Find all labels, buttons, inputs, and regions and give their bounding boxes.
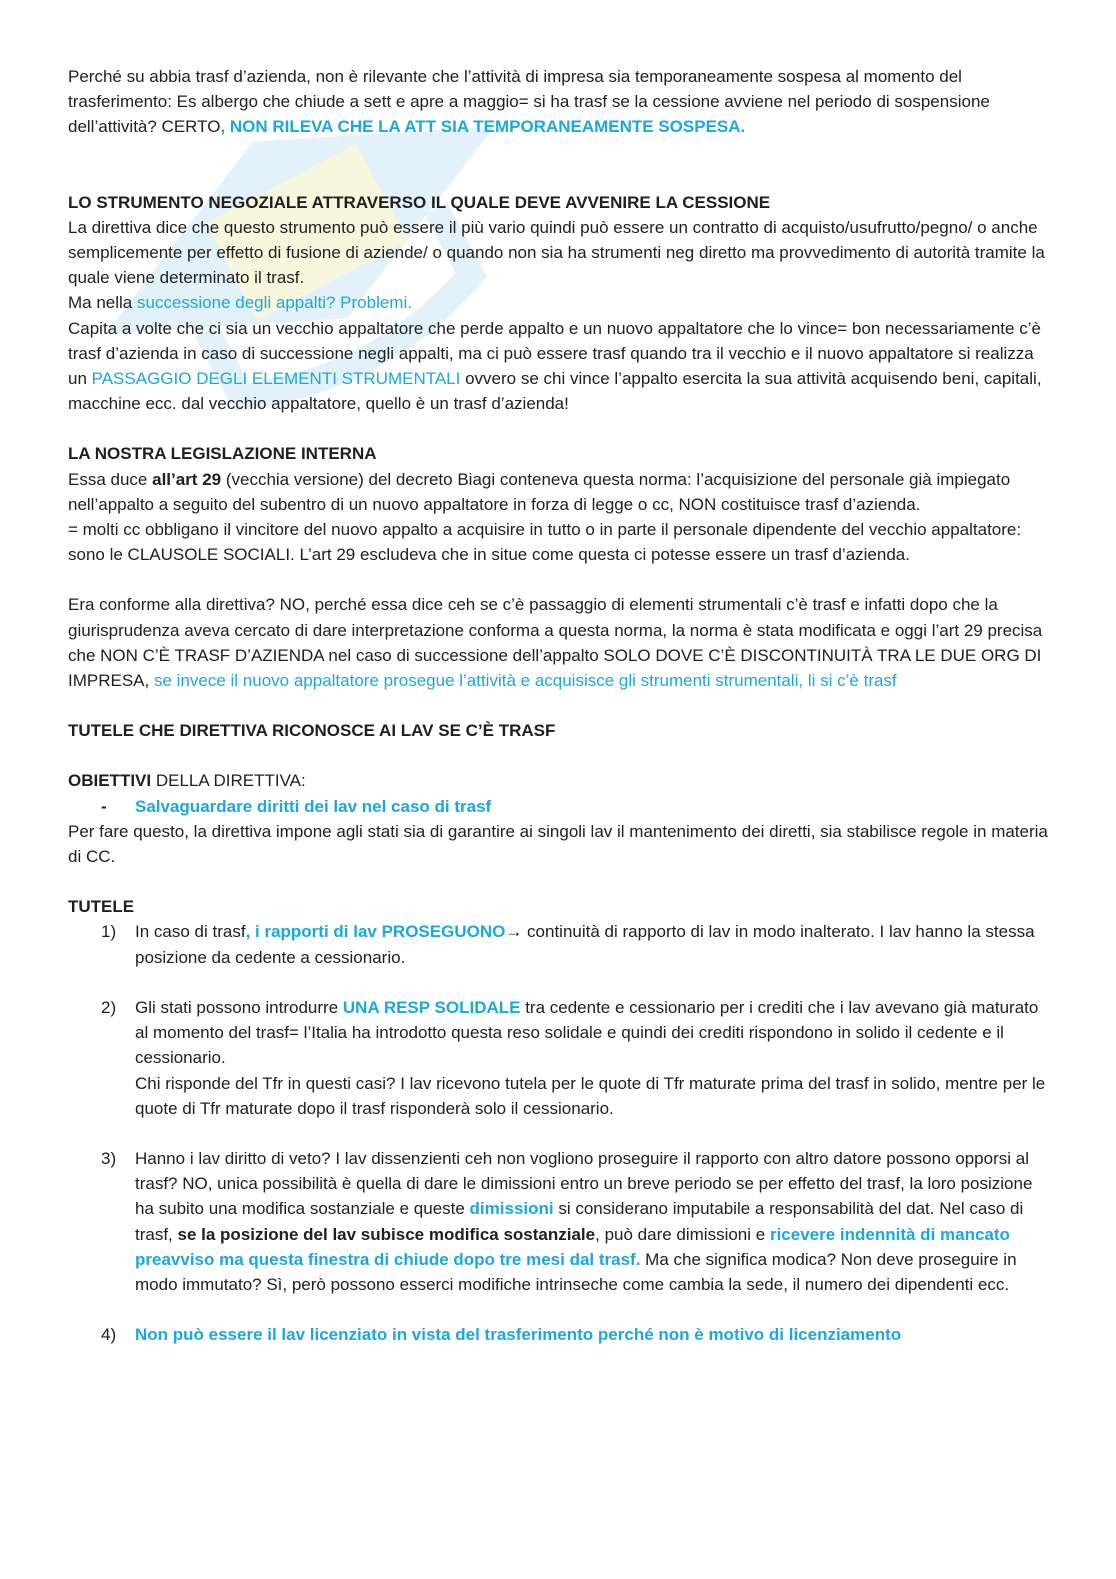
highlight-text: , NON RILEVA CHE LA ATT SIA TEMPORANEAMENTE SOSPESA. [220,117,746,137]
highlight-text: ricevere indennità di mancato preavviso ma questa finestra di chiude dopo tre mesi dal trasf. [135,1224,1010,1269]
dash-bullet: - [101,796,107,816]
spacer [68,1297,1053,1322]
text: Chi risponde del Tfr in questi casi? I lav ricevono tutela per le quote di Tfr maturate prima del trasf in solido, mentre per le quote di Tfr maturate dopo il trasf risponderà solo il cessionario. [135,1073,1046,1118]
text: (vecchia versione) del decreto Biagi conteneva questa norma: l’acquisizione del personale già impiegato nell’appalto a seguito del subentro di un nuovo appaltatore in forza di legge o cc, NON costituisce trasf d’azienda. [68,469,1011,514]
text: Essa duce [68,469,153,489]
text: , può dare dimissioni e [595,1224,770,1244]
highlight-text: Non può essere il lav licenziato in vista del trasferimento perché non è motivo di licenziamento [135,1325,902,1345]
list-number: 1) [101,922,117,942]
text: Gli stati possono introdurre [135,997,343,1017]
text: In caso di trasf [135,922,246,942]
paragraph-obiettivi: Per fare questo, la direttiva impone agli stati sia di garantire ai singoli lav il mantenimento dei diretti, sia stabilisce regole in materia di CC. [68,821,1048,867]
text: ovvero se chi vince l’appalto esercita la sua attività acquisendo beni, capitali, macchine ecc. dal vecchio appaltatore, quello è un trasf d’azienda! [68,369,1042,414]
tutele-list [68,919,1053,1347]
paragraph-appaltatore [68,316,1053,417]
text: Hanno i lav diritto di veto? I lav dissenzienti ceh non vogliono proseguire il rapporto con altro datore possono opporsi al trasf? NO, unica possibilità è quella di dare le dimissioni entro un breve periodo se per effetto del trasf, la loro posizione ha subito una modifica sostanziale e queste [135,1148,1033,1219]
heading-legislazione-interna: LA NOSTRA LEGISLAZIONE INTERNA [68,444,377,464]
list-item [68,1322,1053,1347]
heading-tutele: TUTELE [68,897,135,917]
highlight-text: dimissioni [469,1199,554,1219]
paragraph-successione [68,290,1053,315]
text: Ma che significa modica? Non deve proseguire in modo immutato? Sì, però possono esserci modifiche intrinseche come cambia la sede, il numero dei dipendenti ecc. [135,1249,1017,1294]
highlight-text: UNA RESP SOLIDALE [342,997,521,1017]
highlight-text: Salvaguardare diritti dei lav nel caso di trasf [135,796,492,816]
heading-tutele-direttiva: TUTELE CHE DIRETTIVA RICONOSCE AI LAV SE C’È TRASF [68,721,556,741]
paragraph-sospensione [68,64,1053,140]
paragraph-clausole-sociali: = molti cc obbligano il vincitore del nuovo appalto a acquisire in tutto o in parte il personale dipendente del vecchio appaltatore: sono le CLAUSOLE SOCIALI. L’art 29 escludeva che in situe come questa ci potesse essere un trasf d’azienda. [68,520,1022,565]
text: → continuità di rapporto di lav in modo inalterato. I lav hanno la stessa posizione da cedente a cessionario. [135,922,1035,967]
spacer [68,970,1053,995]
paragraph-direttiva: La direttiva dice che questo strumento può essere il più vario quindi può essere un contratto di acquisto/usufrutto/pegno/ o anche semplicemente per effetto di fusione di aziende/ o quando non sia ha strumenti neg diretto ma provvedimento di autorità tramite la quale viene determinato il trasf. [68,217,1045,288]
highlight-text: se invece il nuovo appaltatore prosegue l’attività e acquisisce gli strumenti strumentali, li si c’è trasf [153,671,897,691]
paragraph-art29 [68,467,1053,517]
document-page [68,64,1053,1347]
objectives-title [68,768,1053,793]
highlight-text: , i rapporti di lav PROSEGUONO [245,922,506,942]
list-item [68,794,1053,819]
text: si considerano imputabile a responsabilità del dat. Nel caso di trasf, [135,1199,1024,1244]
list-item [68,919,1053,969]
text: Era conforme alla direttiva? NO, perché essa dice ceh se c’è passaggio di elementi strumentali c’è trasf e infatti dopo che la giurisprudenza aveva cercato di dare interpretazione conforma a questa norma, la norma è stata modificata e oggi l’art 29 precisa che NON C’È TRASF D’AZIENDA nel caso di successione dell’appalto SOLO DOVE C’È DISCONTINUITÀ TRA LE DUE ORG DI IMPRESA, [68,595,1043,691]
text: Ma nella [68,293,137,313]
heading-strumento-negoziale: LO STRUMENTO NEGOZIALE ATTRAVERSO IL QUALE DEVE AVVENIRE LA CESSIONE [68,192,771,212]
text: Perché su abbia trasf d’azienda, non è rilevante che l’attività di impresa sia temporaneamente sospesa al momento del trasferimento: Es albergo che chiude a sett e apre a maggio= si ha trasf se la cessione avviene nel periodo di sospensione dell’attività? CERTO [68,67,990,137]
list-number: 3) [101,1148,117,1168]
bold-text: OBIETTIVI [68,771,152,791]
list-item [68,1146,1053,1297]
bold-text: se la posizione del lav subisce modifica sostanziale [177,1224,596,1244]
spacer [68,1121,1053,1146]
text: Capita a volte che ci sia un vecchio appaltatore che perde appalto e un nuovo appaltatore che lo vince= bon necessariamente c’è trasf d’azienda in caso di successione negli appalti, ma ci può essere trasf quando tra il vecchio e il nuovo appaltatore si realizza un [68,318,1041,389]
highlight-text: successione degli appalti? Problemi. [136,293,412,313]
list-item [68,995,1053,1121]
list-number: 2) [101,997,117,1017]
objectives-list [68,794,1053,819]
list-number: 4) [101,1325,117,1345]
text: tra cedente e cessionario per i crediti che i lav avevano già maturato al momento del trasf= l’Italia ha introdotto questa reso solidale e quindi dei crediti rispondono in solido il cedente e il cessionario. [135,997,1039,1068]
highlight-text: PASSAGGIO DEGLI ELEMENTI STRUMENTALI [91,369,461,389]
bold-text: all’art 29 [152,469,222,489]
paragraph-conformita [68,592,1053,693]
text: DELLA DIRETTIVA: [151,771,306,791]
